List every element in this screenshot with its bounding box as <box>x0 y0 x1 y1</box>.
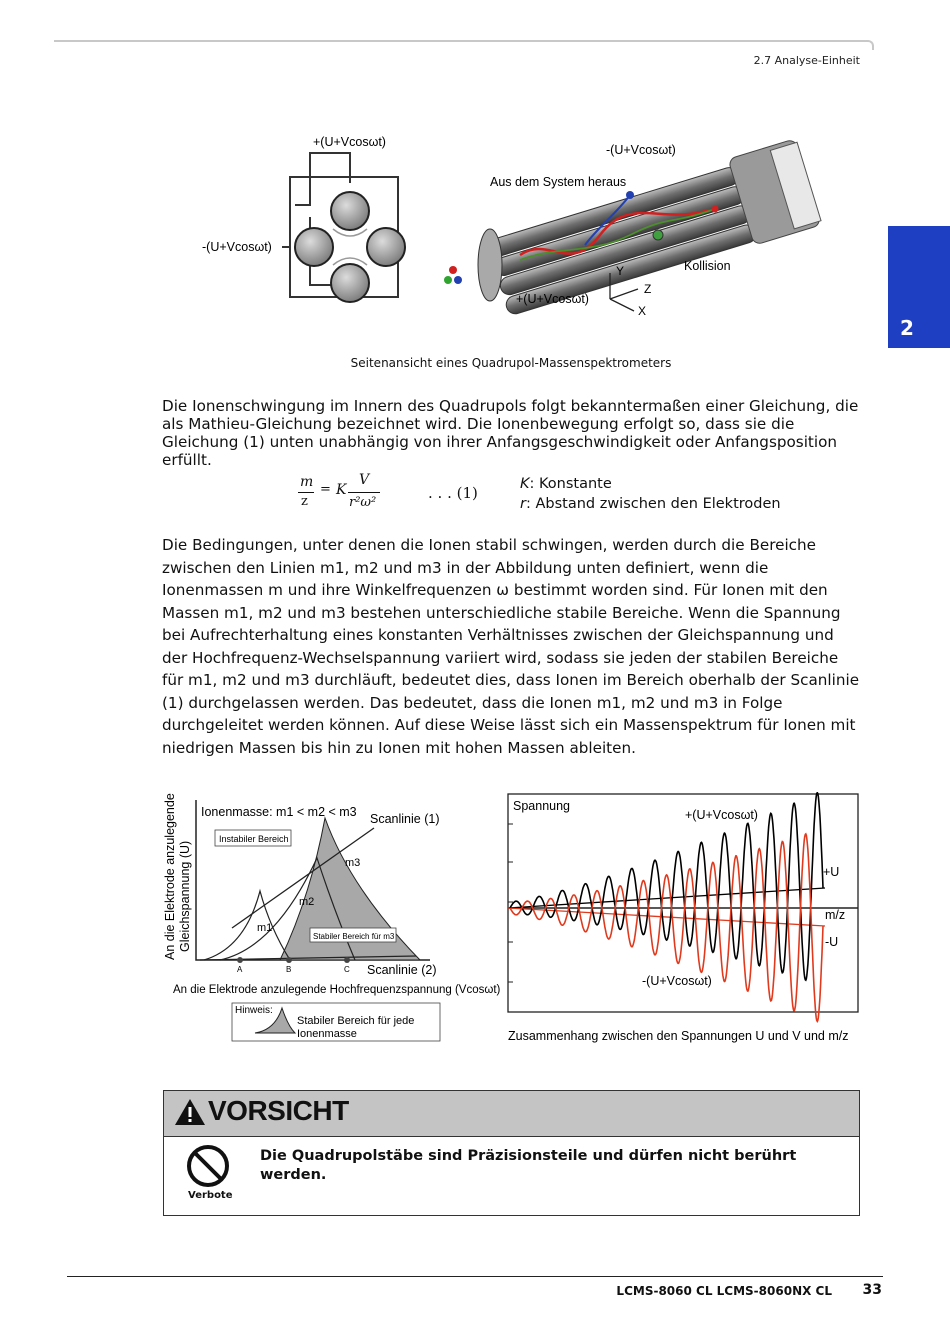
rod-top <box>331 192 369 230</box>
chapter-tab[interactable] <box>888 226 950 348</box>
def-k-text: : Konstante <box>529 476 612 492</box>
point-b-label: B <box>286 965 292 974</box>
label-positive-voltage: +(U+Vcosωt) <box>685 808 758 822</box>
stable-m3-label: Stabiler Bereich für m3 <box>313 932 395 941</box>
caution-text: Die Quadrupolstäbe sind Präzisionsteile und dürfen nicht berührt werden. <box>260 1148 797 1183</box>
rod-left <box>295 228 333 266</box>
formula-z: z <box>301 494 308 509</box>
formula-denominator: r²ω² <box>349 495 377 510</box>
warning-triangle-icon <box>174 1097 206 1127</box>
point-c-label: C <box>344 965 350 974</box>
intro-paragraph: Die Ionenschwingung im Innern des Quadrupols folgt bekanntermaßen einer Gleichung, die als Mathieu-Gleichung bezeichnet wird. Die Ionenbewegung erfolgt so, dass sie die Gleichung (1) unten unabhängig von ihrer Anfangsgeschwindigkeit oder Anfangsposition erfüllt. <box>162 397 859 469</box>
quadrupole-rods-3d <box>444 138 822 319</box>
hint-line-2: Ionenmasse <box>297 1028 357 1040</box>
axis-x-label: X <box>638 304 647 318</box>
label-collision: Kollision <box>684 259 731 273</box>
axis-z-label: Z <box>644 282 652 296</box>
chapter-number: 2 <box>900 316 914 340</box>
prohibited-icon <box>185 1143 231 1189</box>
scan-line-1-label: Scanlinie (1) <box>370 812 440 826</box>
footer-model: LCMS-8060 CL LCMS-8060NX CL <box>616 1284 832 1298</box>
voltage-plot-caption: Zusammenhang zwischen den Spannungen U und V und m/z <box>508 1029 849 1043</box>
rod-bottom <box>331 264 369 302</box>
label-plus-u: +U <box>823 865 840 879</box>
verbote-label: Verbote <box>188 1190 233 1201</box>
equation <box>298 472 498 520</box>
header-rule <box>54 40 874 50</box>
def-r-text: : Abstand zwischen den Elektroden <box>525 496 781 512</box>
stability-x-label: An die Elektrode anzulegende Hochfrequenzspannung (Vcosωt) <box>173 984 500 996</box>
hint-title: Hinweis: <box>235 1005 273 1016</box>
stability-y-label-2: Gleichspannung (U) <box>178 840 192 952</box>
formula-v: V <box>359 472 370 488</box>
formula-k: K <box>336 482 347 498</box>
formula-tag: . . . (1) <box>428 484 478 502</box>
label-top-voltage: +(U+Vcosωt) <box>313 135 386 149</box>
axis-y-label: Y <box>616 264 625 278</box>
stability-diagram <box>160 788 500 1048</box>
def-k-symbol: K <box>520 476 530 492</box>
caution-title: VORSICHT <box>208 1095 349 1126</box>
mass-note: Ionenmasse: m1 < m2 < m3 <box>201 805 357 819</box>
figure-caption: Seitenansicht eines Quadrupol-Massenspektrometers <box>350 356 672 370</box>
formula-equals: = <box>320 482 331 497</box>
label-exit: Aus dem System heraus <box>490 175 627 189</box>
formula-m: m <box>300 474 314 490</box>
label-rod-top-voltage: -(U+Vcosωt) <box>606 143 676 157</box>
label-mz: m/z <box>825 908 846 922</box>
stability-y-label-1: An die Elektrode anzulegende <box>163 793 177 960</box>
scan-line-2-label: Scanlinie (2) <box>367 963 437 977</box>
label-negative-voltage: -(U+Vcosωt) <box>642 974 712 988</box>
stable-region-m1 <box>204 891 290 960</box>
label-m3: m3 <box>345 857 361 869</box>
section-header: 2.7 Analyse-Einheit <box>753 54 860 67</box>
label-rod-bottom-voltage: +(U+Vcosωt) <box>516 292 589 306</box>
voltage-plot <box>505 792 865 1052</box>
label-minus-u: -U <box>825 935 839 949</box>
label-m1: m1 <box>257 922 273 934</box>
formula-definitions <box>520 474 781 514</box>
label-left-voltage: -(U+Vcosωt) <box>202 240 272 254</box>
def-r-symbol: r <box>520 496 526 512</box>
caution-box <box>163 1090 860 1216</box>
page-number: 33 <box>862 1282 882 1298</box>
quadrupole-figure <box>190 125 830 325</box>
point-a-label: A <box>237 965 243 974</box>
hint-line-1: Stabiler Bereich für jede <box>297 1015 415 1027</box>
label-m2: m2 <box>299 896 315 908</box>
rod-right <box>367 228 405 266</box>
voltage-plot-title: Spannung <box>513 799 571 813</box>
unstable-region-label: Instabiler Bereich <box>219 834 289 844</box>
explanation-paragraph: Die Bedingungen, unter denen die Ionen stabil schwingen, werden durch die Bereiche zwischen den Linien m1, m2 und m3 in der Abbildung unten definiert, wenn die Ionenmassen m und ihre Winkelfrequenzen ω bestimmt worden sind. Für Ionen mit den Massen m1, m2 und m3 bestehen unterschiedliche stabile Bereiche. Wenn die Spannung bei Aufrechterhaltung eines konstanten Verhältnisses zwischen der Gleichspannung und der Hochfrequenz-Wechselspannung variiert wird, sodass sie jeden der stabilen Bereiche für m1, m2 und m3 durchläuft, bedeutet dies, dass Ionen im Bereich oberhalb der Scanlinie (1) durchgelassen werden. Das bedeutet, dass die Ionen m1, m2 und m3 in Folge durchgeleitet werden können. Auf diese Weise lässt sich ein Massenspektrum für Ionen mit niedrigen Massen bis hin zu Ionen mit hohen Massen ableiten. <box>162 536 860 757</box>
footer-rule <box>67 1276 883 1277</box>
caution-header <box>164 1091 859 1137</box>
